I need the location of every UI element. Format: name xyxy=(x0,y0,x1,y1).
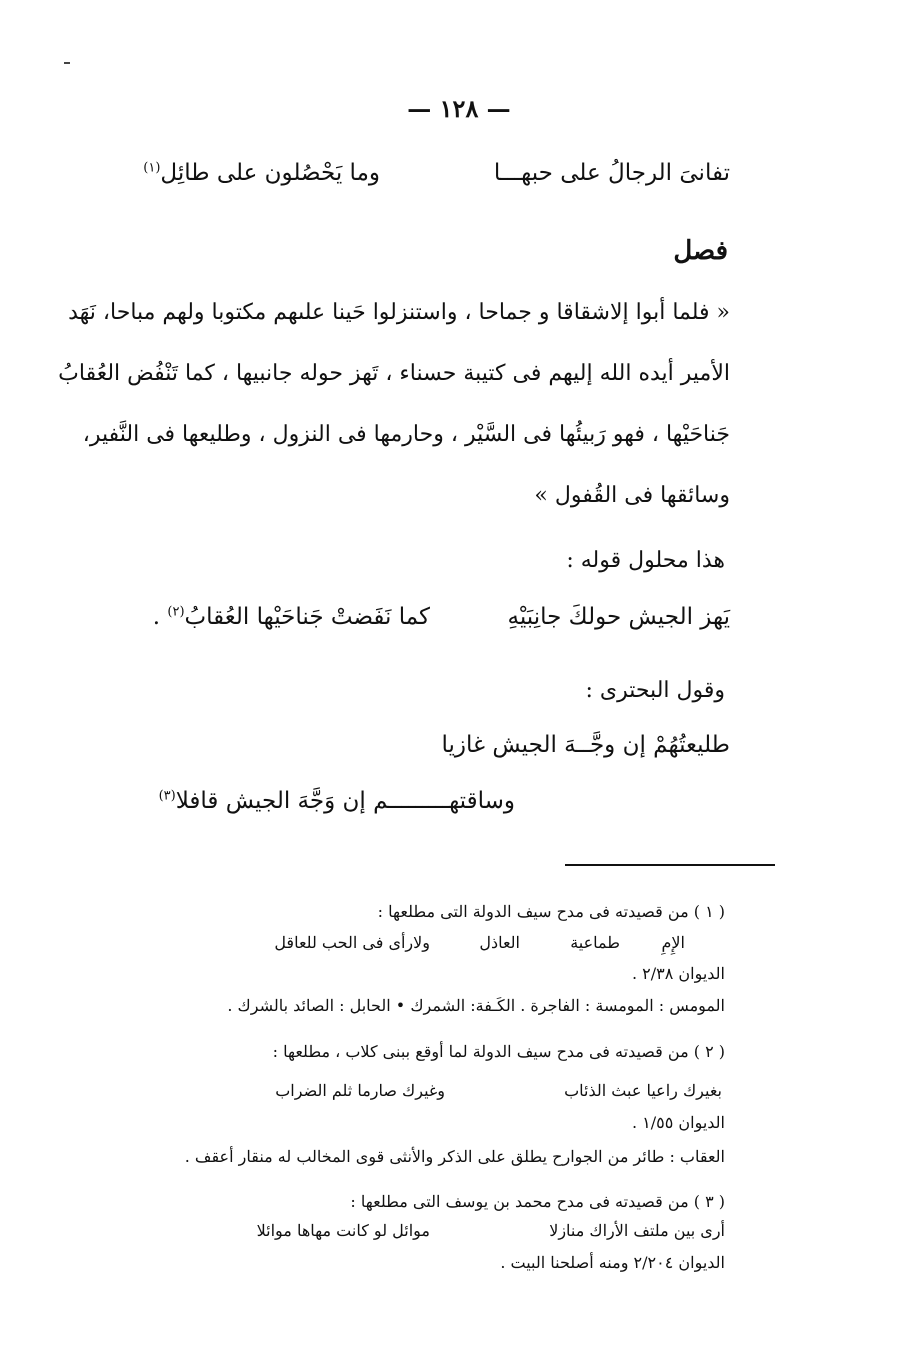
verse-1-second-hemistich: وما يَحْصُلون على طائِل xyxy=(160,160,380,186)
footnote-1-diwan: الديوان ٢/٣٨ . xyxy=(631,964,725,983)
footnote-1-gloss: المومس : المومسة : الفاجرة . الكَـفة: الشمرك • الحابل : الصائد بالشرك . xyxy=(227,996,725,1015)
verse-2-tail: . xyxy=(152,604,161,630)
footnote-3-diwan: الديوان ٢/٢٠٤ ومنه أصلحنا البيت . xyxy=(500,1253,725,1272)
footnote-3-verse-a: أرى بين ملتف الأراك منازلا xyxy=(549,1221,725,1240)
stray-mark xyxy=(64,62,70,64)
footnote-ref-3: (٣) xyxy=(158,788,176,804)
footnote-1-head: ( ١ ) من قصيدته فى مدح سيف الدولة التى مطلعها : xyxy=(377,902,725,921)
section-title: فصل xyxy=(673,236,728,266)
intro-label-2: وقول البحترى : xyxy=(585,678,725,703)
footnote-3-verse-b: موائل لو كانت مهاها موائلا xyxy=(256,1221,430,1240)
intro-label-1: هذا محلول قوله : xyxy=(566,548,725,573)
footnote-2-head: ( ٢ ) من قصيدته فى مدح سيف الدولة لما أوقع ببنى كلاب ، مطلعها : xyxy=(272,1042,725,1061)
footnote-1-verse-a: الإِمِ xyxy=(661,933,685,952)
paragraph-line: وسائقها فى القُفول » xyxy=(534,483,730,508)
footnote-2-diwan: الديوان ١/٥٥ . xyxy=(631,1113,725,1132)
footnote-ref-2: (٢) xyxy=(167,604,185,620)
footnote-2-gloss: العقاب : طائر من الجوارح يطلق على الذكر والأنثى قوى المخالب له منقار أعقف . xyxy=(184,1147,725,1166)
footnote-separator xyxy=(565,864,775,866)
verse-3-line-1: طليعتُهُمْ إن وجَّــهَ الجيش غازيا xyxy=(441,732,730,758)
verse-3-line-2-wrap xyxy=(150,788,515,814)
verse-2-first-hemistich: يَهز الجيش حولكَ جانِبَيْهِ xyxy=(507,604,730,630)
verse-2-second-hemistich: كما نَفَضتْ جَناحَيْها العُقابُ xyxy=(184,604,430,630)
footnote-2-verse-b: وغيرك صارما ثلم الضراب xyxy=(275,1081,445,1100)
paragraph-line: « فلما أبوا إلاشقاقا و جماحا ، واستنزلوا حَينا علىهم مكتوبا ولهم مباحا، نَهَد xyxy=(68,300,730,325)
footnote-2-verse-a: بغيرك راعيا عبث الذئاب xyxy=(564,1081,722,1100)
paragraph-line: جَناحَيْها ، فهو رَبيئُها فى السَّيْر ، وحارمها فى النزول ، وطليعها فى النَّفير، xyxy=(82,422,730,447)
prose-paragraph xyxy=(58,282,730,526)
footnote-1-verse-b: طماعية xyxy=(570,933,620,952)
footnote-1-verse-c: العاذل xyxy=(479,933,520,952)
footnote-3-head: ( ٣ ) من قصيدته فى مدح محمد بن يوسف التى مطلعها : xyxy=(350,1192,725,1211)
page-number: — ١٢٨ — xyxy=(407,94,511,123)
paragraph-line: الأمير أيده الله إليهم فى كتيبة حسناء ، تَهز حوله جانبيها ، كما تَنْفُض العُقابُ xyxy=(58,361,730,386)
verse-3-line-2: وساقتهـــــــــم إن وَجَّهَ الجيش قافلا xyxy=(175,788,515,814)
footnote-1-verse-d: ولارأى فى الحب للعاقل xyxy=(274,933,430,952)
footnote-ref-1: (١) xyxy=(143,160,161,176)
verse-1-first-hemistich: تفانىَ الرجالُ على حبهـــا xyxy=(493,160,730,186)
